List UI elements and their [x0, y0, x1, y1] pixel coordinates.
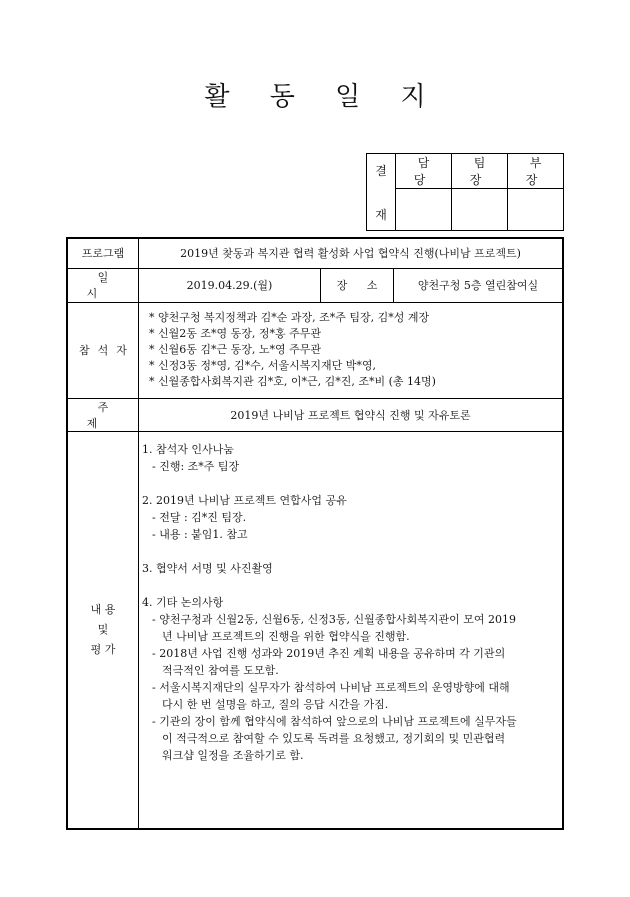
section-4-bullet-line: 다시 한 번 설명을 하고, 질의 응답 시간을 가짐. [162, 697, 389, 711]
attendees-list [139, 302, 564, 398]
section-1-title: 1. 참석자 인사나눔 [142, 442, 234, 456]
approval-header-director: 부 장 [508, 154, 564, 189]
approval-sign-manager[interactable] [396, 189, 452, 231]
content-label-3: 평 가 [90, 642, 116, 656]
section-4-bullet-line: - 2018년 사업 진행 성과와 2019년 추진 계획 내용을 공유하며 각 기관의 [152, 646, 506, 660]
attendees-label: 참석자 [67, 302, 139, 398]
approval-header-manager: 담 당 [396, 154, 452, 189]
date-value: 2019.04.29.(월) [139, 268, 321, 302]
approval-side-label [367, 154, 396, 231]
approval-side-label-1: 결 [375, 164, 387, 178]
page-title: 활 동 일 지 [204, 82, 442, 112]
activity-log-table [66, 237, 564, 830]
content-body [139, 431, 564, 829]
attendee-line: * 신월종합사회복지관 김*호, 이*근, 김*진, 조*비 (총 14명) [149, 375, 436, 388]
section-4-bullet-line: - 기관의 장이 함께 협약식에 참석하여 앞으로의 나비남 프로젝트에 실무자들 [152, 714, 517, 728]
topic-value: 2019년 나비남 프로젝트 협약식 진행 및 자유토론 [139, 398, 564, 431]
section-4-bullet-line: 이 적극적으로 참여할 수 있도록 독려를 요청했고, 정기회의 및 민관협력 [162, 731, 506, 745]
approval-table [366, 153, 564, 231]
attendee-line: * 양천구청 복지정책과 김*순 과장, 조*주 팀장, 김*성 계장 [149, 311, 430, 324]
section-4-title: 4. 기타 논의사항 [142, 595, 224, 609]
place-value: 양천구청 5층 열린참여실 [394, 268, 564, 302]
program-value: 2019년 찾동과 복지관 협력 활성화 사업 협약식 진행(나비남 프로젝트) [139, 238, 564, 268]
approval-sign-director[interactable] [508, 189, 564, 231]
attendee-line: * 신월6동 김*근 동장, 노*영 주무관 [149, 343, 321, 356]
section-4-bullet-line: - 양천구청과 신월2동, 신월6동, 신정3동, 신월종합사회복지관이 모여 2019 [152, 612, 516, 626]
approval-side-label-2: 재 [375, 208, 387, 222]
section-4-bullet-line: - 서울시복지재단의 실무자가 참석하여 나비남 프로젝트의 운영방향에 대해 [152, 680, 510, 694]
section-2-item: - 내용 : 붙임1. 참고 [152, 527, 248, 541]
program-label: 프로그램 [67, 238, 139, 268]
section-4-bullet-line: 년 나비남 프로젝트의 진행을 위한 협약식을 진행함. [162, 629, 410, 643]
date-label: 일 시 [67, 268, 139, 302]
content-label-2: 및 [97, 622, 109, 636]
approval-sign-team-lead[interactable] [452, 189, 508, 231]
attendee-line: * 신정3동 정*영, 김*수, 서울시복지재단 박*영, [149, 359, 376, 372]
content-label [67, 431, 139, 829]
approval-header-team-lead: 팀 장 [452, 154, 508, 189]
section-4-bullet-line: 워크샵 일정을 조율하기로 함. [162, 748, 304, 762]
section-2-title: 2. 2019년 나비남 프로젝트 연합사업 공유 [142, 493, 347, 507]
section-2-item: - 전달 : 김*진 팀장. [152, 510, 247, 524]
section-4-bullet-line: 적극적인 참여를 도모함. [162, 663, 279, 677]
topic-label: 주 제 [67, 398, 139, 431]
section-3-title: 3. 협약서 서명 및 사진촬영 [142, 561, 273, 575]
place-label: 장 소 [321, 268, 394, 302]
content-label-1: 내 용 [90, 602, 116, 616]
attendee-line: * 신월2동 조*영 동장, 정*홍 주무관 [149, 327, 321, 340]
section-1-item: - 진행: 조*주 팀장 [152, 459, 240, 473]
